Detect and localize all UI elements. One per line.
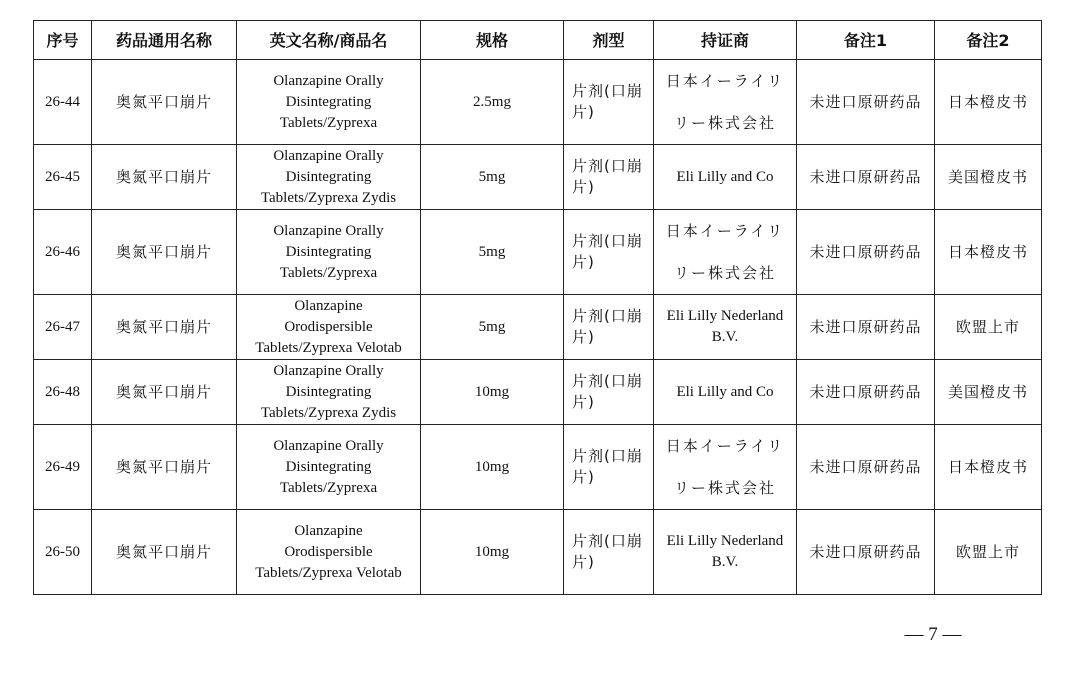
cell-serial-number: 26-49 — [34, 425, 92, 510]
cell-serial-number: 26-47 — [34, 295, 92, 360]
table-header-row — [34, 21, 1042, 60]
english-name-line: Tablets/Zyprexa Velotab — [255, 339, 402, 356]
header-english-name: 英文名称/商品名 — [237, 21, 421, 60]
cell-strength: 10mg — [421, 425, 564, 510]
dosage-form-line: 片) — [572, 553, 595, 571]
cell-strength: 10mg — [421, 510, 564, 595]
dosage-form-line: 片) — [572, 253, 595, 271]
cell-strength: 10mg — [421, 360, 564, 425]
cell-remark-1: 未进口原研药品 — [797, 510, 935, 595]
english-name-line: Orodispersible — [284, 318, 373, 335]
english-name-line: Olanzapine Orally — [273, 72, 384, 89]
cell-serial-number: 26-48 — [34, 360, 92, 425]
cell-remark-2: 日本橙皮书 — [935, 210, 1042, 295]
english-name-line: Tablets/Zyprexa Zydis — [260, 189, 397, 206]
cell-dosage-form — [564, 145, 654, 210]
drug-list-table — [33, 20, 1042, 595]
english-name-line: Tablets/Zyprexa — [279, 479, 378, 496]
cell-dosage-form — [564, 510, 654, 595]
header-dosage-form: 剂型 — [564, 21, 654, 60]
header-serial-number: 序号 — [34, 21, 92, 60]
table-row — [34, 210, 1042, 295]
header-license-holder: 持证商 — [654, 21, 797, 60]
english-name-line: Tablets/Zyprexa Zydis — [260, 404, 397, 421]
dosage-form-line: 片剂(口崩 — [572, 532, 643, 550]
dosage-form-line: 片剂(口崩 — [572, 232, 643, 250]
cell-license-holder — [654, 360, 797, 425]
license-holder-line: Eli Lilly Nederland — [666, 308, 784, 324]
cell-remark-1: 未进口原研药品 — [797, 295, 935, 360]
cell-english-name — [237, 425, 421, 510]
cell-english-name — [237, 145, 421, 210]
english-name-line: Olanzapine Orally — [273, 147, 384, 164]
table-row — [34, 510, 1042, 595]
dosage-form-line: 片剂(口崩 — [572, 307, 643, 325]
english-name-line: Olanzapine Orally — [273, 437, 384, 454]
english-name-line: Disintegrating — [285, 168, 372, 185]
dosage-form-line: 片) — [572, 178, 595, 196]
english-name-line: Olanzapine Orally — [273, 222, 384, 239]
cell-license-holder — [654, 295, 797, 360]
cell-strength: 2.5mg — [421, 60, 564, 145]
cell-remark-1: 未进口原研药品 — [797, 145, 935, 210]
table-row — [34, 360, 1042, 425]
dosage-form-line: 片剂(口崩 — [572, 157, 643, 175]
header-strength: 规格 — [421, 21, 564, 60]
cell-license-holder — [654, 145, 797, 210]
cell-generic-name: 奥氮平口崩片 — [92, 295, 237, 360]
table-row — [34, 60, 1042, 145]
dosage-form-line: 片剂(口崩 — [572, 447, 643, 465]
cell-serial-number: 26-50 — [34, 510, 92, 595]
english-name-line: Disintegrating — [285, 93, 372, 110]
license-holder-line: Eli Lilly Nederland — [666, 533, 784, 549]
cell-remark-2: 美国橙皮书 — [935, 145, 1042, 210]
cell-english-name — [237, 510, 421, 595]
dosage-form-line: 片) — [572, 103, 595, 121]
english-name-line: Orodispersible — [284, 543, 373, 560]
cell-remark-2: 日本橙皮书 — [935, 60, 1042, 145]
dosage-form-line: 片) — [572, 468, 595, 486]
english-name-line: Olanzapine Orally — [273, 362, 384, 379]
cell-strength: 5mg — [421, 145, 564, 210]
license-holder-line: リー株式会社 — [673, 264, 776, 282]
cell-generic-name: 奥氮平口崩片 — [92, 360, 237, 425]
cell-generic-name: 奥氮平口崩片 — [92, 145, 237, 210]
dosage-form-line: 片) — [572, 393, 595, 411]
table-row — [34, 425, 1042, 510]
license-holder-line: 日本イーライリ — [665, 222, 785, 240]
cell-dosage-form — [564, 360, 654, 425]
cell-strength: 5mg — [421, 210, 564, 295]
license-holder-line: Eli Lilly and Co — [676, 383, 774, 400]
cell-strength: 5mg — [421, 295, 564, 360]
cell-remark-2: 欧盟上市 — [935, 295, 1042, 360]
cell-serial-number: 26-44 — [34, 60, 92, 145]
header-generic-name: 药品通用名称 — [92, 21, 237, 60]
license-holder-line: リー株式会社 — [673, 114, 776, 132]
cell-remark-2: 日本橙皮书 — [935, 425, 1042, 510]
english-name-line: Tablets/Zyprexa — [279, 114, 378, 131]
holder-lines — [658, 220, 792, 284]
cell-english-name — [237, 360, 421, 425]
holder-lines — [658, 435, 792, 499]
dosage-form-line: 片剂(口崩 — [572, 372, 643, 390]
cell-remark-1: 未进口原研药品 — [797, 360, 935, 425]
cell-license-holder — [654, 210, 797, 295]
dosage-form-line: 片) — [572, 328, 595, 346]
cell-english-name — [237, 60, 421, 145]
english-name-line: Tablets/Zyprexa — [279, 264, 378, 281]
header-remark-1: 备注1 — [797, 21, 935, 60]
table-row — [34, 145, 1042, 210]
cell-generic-name: 奥氮平口崩片 — [92, 510, 237, 595]
cell-dosage-form — [564, 425, 654, 510]
cell-english-name — [237, 295, 421, 360]
cell-serial-number: 26-46 — [34, 210, 92, 295]
license-holder-line: B.V. — [711, 329, 739, 345]
page-number: — 7 — — [904, 624, 962, 645]
cell-license-holder — [654, 60, 797, 145]
cell-generic-name: 奥氮平口崩片 — [92, 425, 237, 510]
dosage-form-line: 片剂(口崩 — [572, 82, 643, 100]
english-name-line: Olanzapine — [294, 297, 363, 314]
table-row — [34, 295, 1042, 360]
table-body — [34, 60, 1042, 595]
cell-license-holder — [654, 425, 797, 510]
cell-remark-2: 美国橙皮书 — [935, 360, 1042, 425]
license-holder-line: B.V. — [711, 554, 739, 570]
cell-remark-1: 未进口原研药品 — [797, 425, 935, 510]
cell-remark-2: 欧盟上市 — [935, 510, 1042, 595]
cell-english-name — [237, 210, 421, 295]
license-holder-line: Eli Lilly and Co — [676, 168, 774, 185]
header-remark-2: 备注2 — [935, 21, 1042, 60]
cell-dosage-form — [564, 295, 654, 360]
cell-remark-1: 未进口原研药品 — [797, 210, 935, 295]
cell-license-holder — [654, 510, 797, 595]
license-holder-line: 日本イーライリ — [665, 437, 785, 455]
cell-serial-number: 26-45 — [34, 145, 92, 210]
cell-generic-name: 奥氮平口崩片 — [92, 60, 237, 145]
english-name-line: Tablets/Zyprexa Velotab — [255, 564, 402, 581]
cell-remark-1: 未进口原研药品 — [797, 60, 935, 145]
cell-dosage-form — [564, 60, 654, 145]
english-name-line: Disintegrating — [285, 458, 372, 475]
english-name-line: Disintegrating — [285, 383, 372, 400]
cell-generic-name: 奥氮平口崩片 — [92, 210, 237, 295]
license-holder-line: リー株式会社 — [673, 479, 776, 497]
license-holder-line: 日本イーライリ — [665, 72, 785, 90]
english-name-line: Olanzapine — [294, 522, 363, 539]
english-name-line: Disintegrating — [285, 243, 372, 260]
holder-lines — [658, 70, 792, 134]
cell-dosage-form — [564, 210, 654, 295]
